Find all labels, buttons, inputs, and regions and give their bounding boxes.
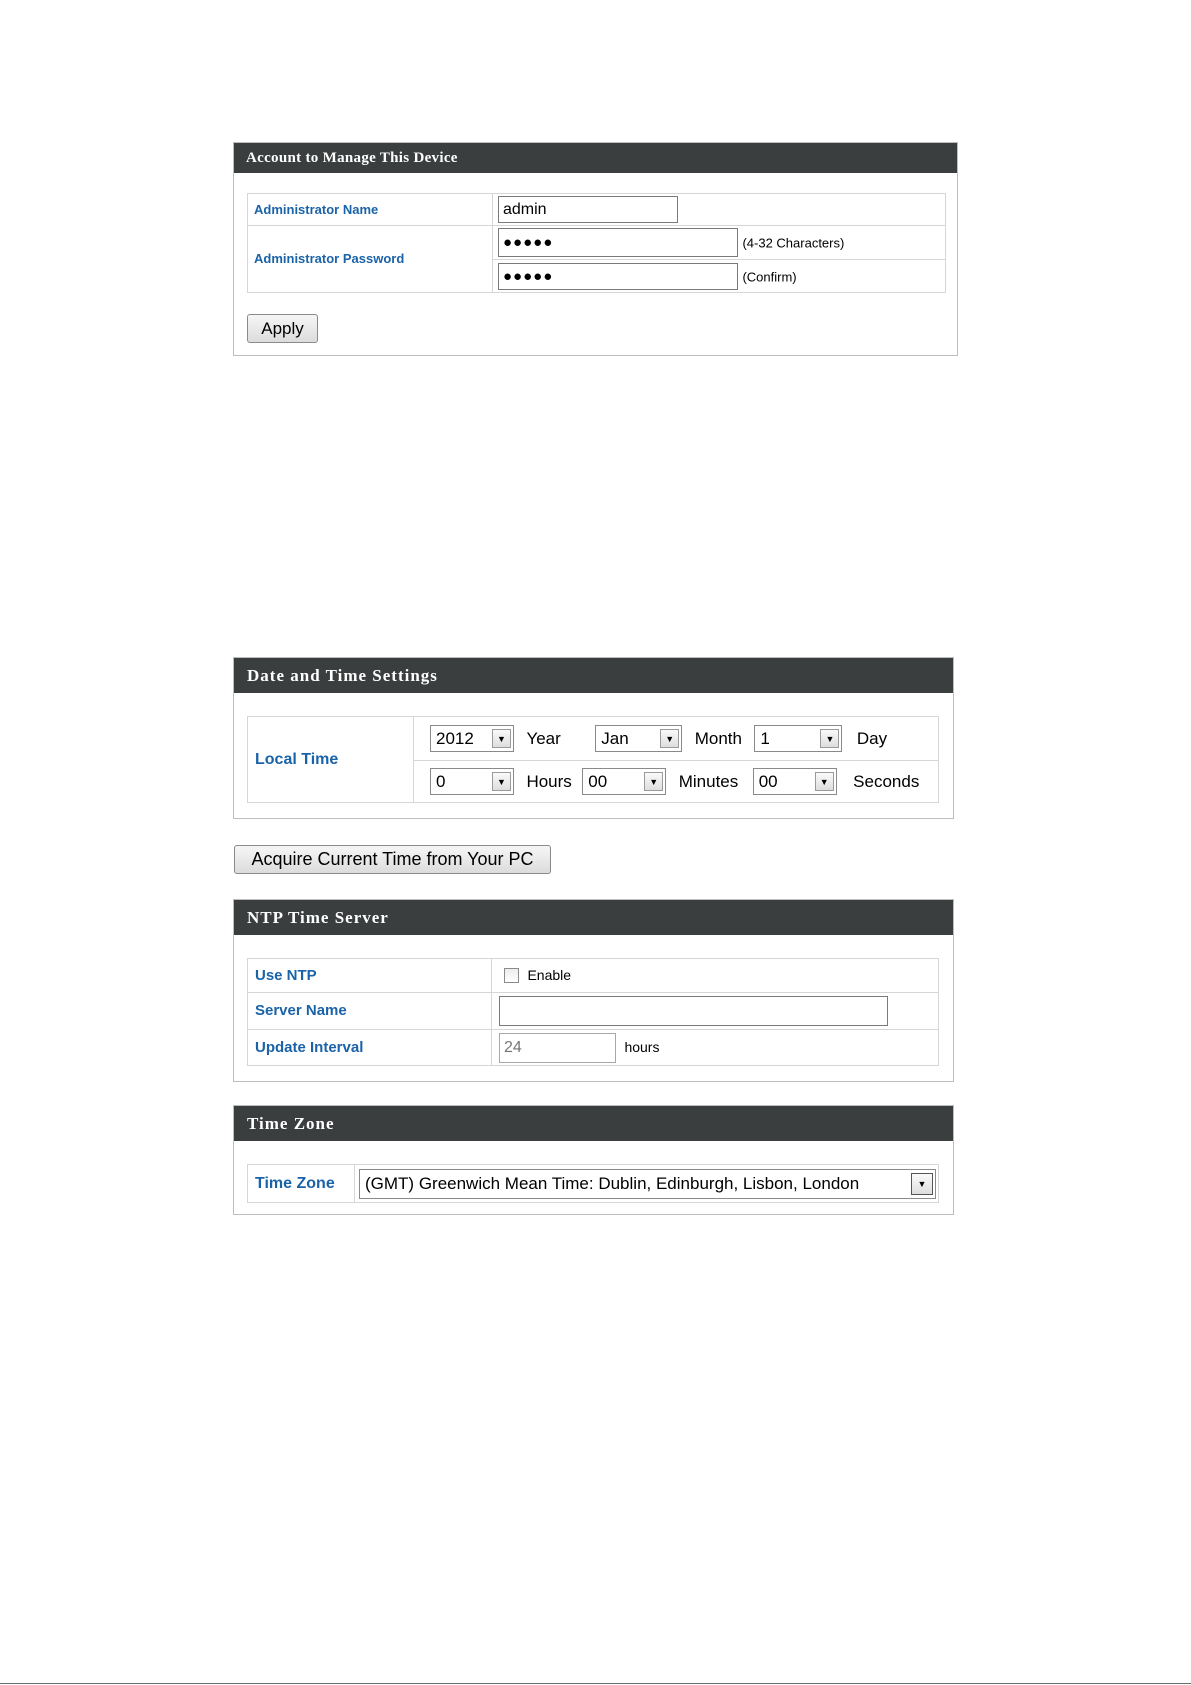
account-form <box>247 193 946 293</box>
local-time-label: Local Time <box>255 750 339 768</box>
ntp-panel <box>233 899 954 1082</box>
month-select[interactable] <box>595 725 682 752</box>
server-name-field[interactable] <box>499 996 888 1026</box>
day-value: 1 <box>760 728 770 748</box>
password-hint: (4-32 Characters) <box>742 235 845 251</box>
local-time-form <box>247 716 939 803</box>
year-value: 2012 <box>436 728 474 748</box>
minute-value: 00 <box>588 771 608 791</box>
hour-unit: Hours <box>526 771 572 791</box>
admin-password-field[interactable] <box>498 228 738 257</box>
year-unit: Year <box>526 728 561 748</box>
second-value: 00 <box>758 771 778 791</box>
chevron-down-icon: ▼ <box>815 772 834 791</box>
apply-button[interactable]: Apply <box>247 314 318 343</box>
server-name-label: Server Name <box>255 1002 347 1019</box>
page-bottom-rule <box>0 1683 1191 1684</box>
hour-value: 0 <box>436 771 446 791</box>
enable-ntp-checkbox[interactable] <box>504 968 519 983</box>
hour-select[interactable] <box>430 768 514 795</box>
confirm-password-field[interactable] <box>498 263 738 290</box>
admin-password-label: Administrator Password <box>254 251 405 266</box>
account-panel-title: Account to Manage This Device <box>234 143 957 173</box>
minute-select[interactable] <box>582 768 666 795</box>
day-unit: Day <box>856 728 888 748</box>
account-panel <box>233 142 958 356</box>
update-interval-field[interactable] <box>499 1033 616 1063</box>
timezone-panel-title: Time Zone <box>234 1106 953 1141</box>
month-unit: Month <box>694 728 742 748</box>
chevron-down-icon: ▼ <box>820 729 839 748</box>
timezone-label: Time Zone <box>255 1174 335 1192</box>
timezone-select[interactable] <box>359 1169 936 1199</box>
datetime-panel <box>233 657 954 819</box>
admin-name-field[interactable] <box>498 196 678 223</box>
update-interval-label: Update Interval <box>255 1038 364 1056</box>
month-value: Jan <box>601 728 629 748</box>
confirm-hint: (Confirm) <box>742 268 797 284</box>
use-ntp-label: Use NTP <box>255 966 317 984</box>
timezone-form <box>247 1164 939 1203</box>
second-unit: Seconds <box>853 771 920 791</box>
chevron-down-icon: ▼ <box>492 729 511 748</box>
admin-name-label: Administrator Name <box>254 201 379 217</box>
ntp-panel-title: NTP Time Server <box>234 900 953 935</box>
day-select[interactable] <box>754 725 842 752</box>
chevron-down-icon: ▼ <box>660 729 679 748</box>
chevron-down-icon: ▼ <box>492 772 511 791</box>
ntp-form <box>247 958 939 1066</box>
timezone-panel <box>233 1105 954 1215</box>
minute-unit: Minutes <box>678 771 739 791</box>
second-select[interactable] <box>753 768 837 795</box>
year-select[interactable] <box>430 725 514 752</box>
acquire-time-button[interactable]: Acquire Current Time from Your PC <box>234 845 551 874</box>
interval-unit: hours <box>624 1039 660 1056</box>
enable-label: Enable <box>527 967 572 984</box>
chevron-down-icon: ▼ <box>911 1173 933 1195</box>
chevron-down-icon: ▼ <box>644 772 663 791</box>
timezone-value: (GMT) Greenwich Mean Time: Dublin, Edinburgh, Lisbon, London <box>365 1173 860 1193</box>
datetime-panel-title: Date and Time Settings <box>234 658 953 693</box>
